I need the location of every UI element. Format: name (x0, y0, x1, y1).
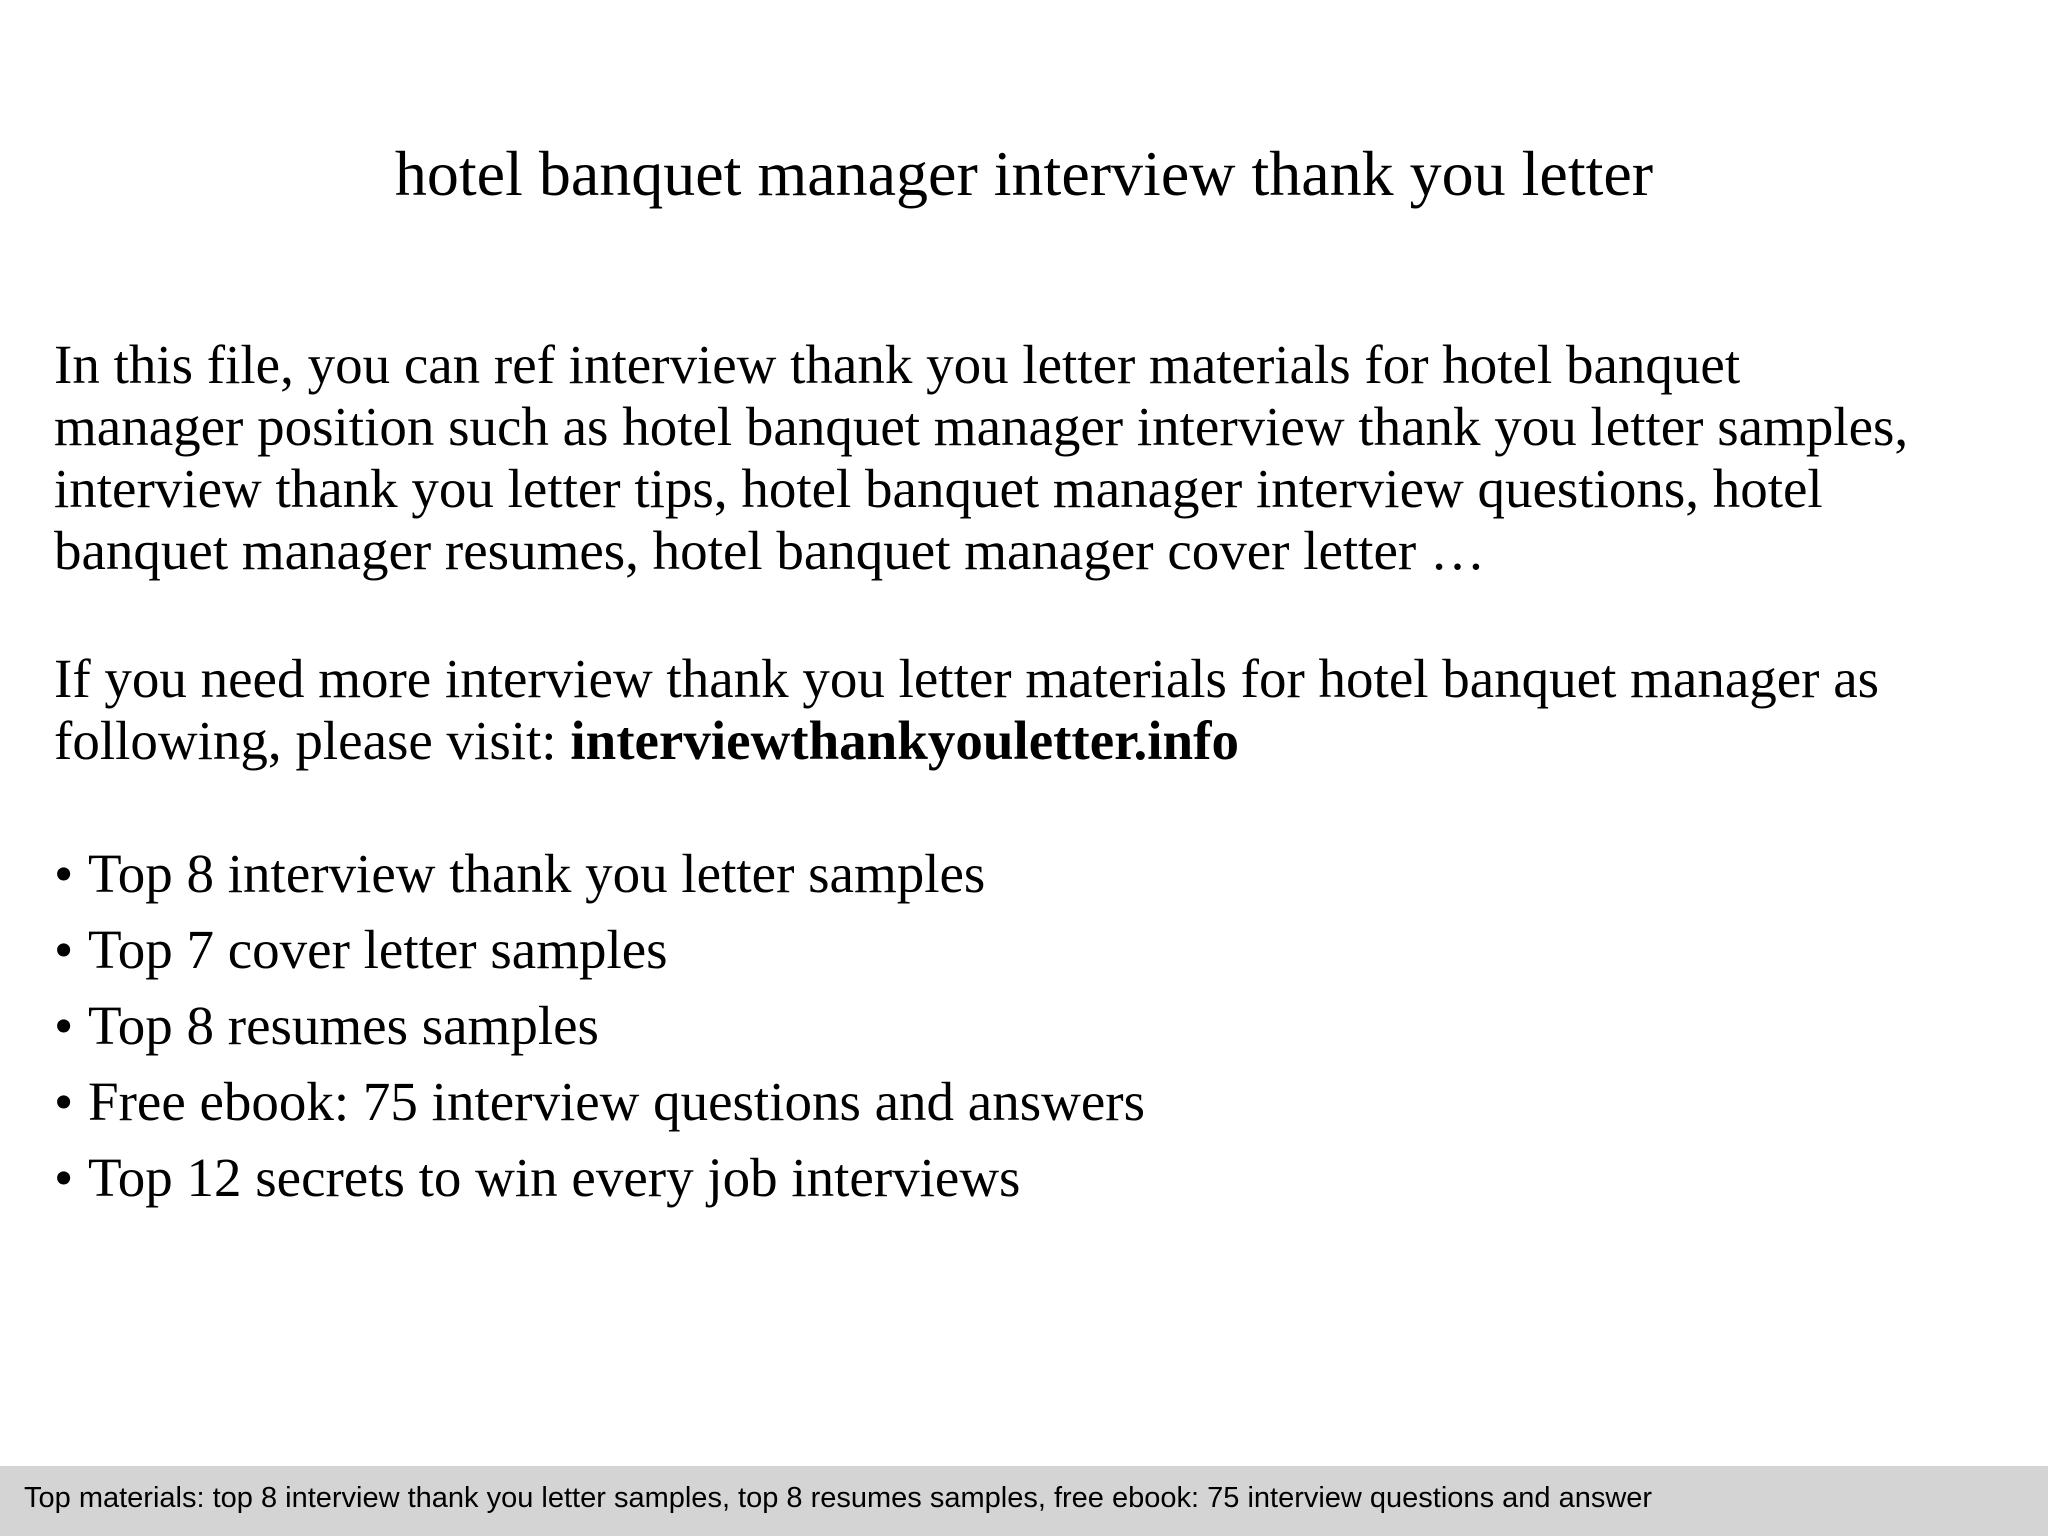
bullet-icon: • (54, 995, 74, 1056)
list-item (54, 988, 1145, 1064)
footer-bar (0, 1466, 2048, 1536)
footer-text: Top materials: top 8 interview thank you letter samples, top 8 resumes samples, free ebook: 75 interview questions and answer (24, 1482, 1653, 1514)
intro-line: In this file, you can ref interview thank you letter materials for hotel banquet (54, 334, 1741, 395)
list-item (54, 912, 1145, 988)
bullet-icon: • (54, 1147, 74, 1208)
list-item-label: Top 8 resumes samples (88, 995, 599, 1056)
list-item-label: Top 8 interview thank you letter samples (88, 843, 986, 904)
list-item (54, 1064, 1145, 1140)
list-item (54, 836, 1145, 912)
bullet-icon: • (54, 919, 74, 980)
intro-paragraph (54, 334, 2014, 582)
visit-line: If you need more interview thank you letter materials for hotel banquet manager as (54, 648, 1880, 709)
intro-line: manager position such as hotel banquet manager interview thank you letter samples, (54, 396, 1909, 457)
page-title: hotel banquet manager interview thank you letter (394, 138, 1654, 209)
bullet-icon: • (54, 843, 74, 904)
list-item-label: Top 12 secrets to win every job interviews (88, 1147, 1021, 1208)
list-item-label: Free ebook: 75 interview questions and answers (88, 1071, 1145, 1132)
website-link[interactable]: interviewthankyouletter.info (570, 710, 1239, 771)
list-item-label: Top 7 cover letter samples (88, 919, 668, 980)
intro-line: banquet manager resumes, hotel banquet manager cover letter … (54, 520, 1485, 581)
materials-list (54, 836, 1145, 1216)
visit-paragraph (54, 648, 2014, 772)
bullet-icon: • (54, 1071, 74, 1132)
list-item (54, 1140, 1145, 1216)
intro-line: interview thank you letter tips, hotel banquet manager interview questions, hotel (54, 458, 1823, 519)
visit-prefix: following, please visit: (54, 710, 571, 771)
